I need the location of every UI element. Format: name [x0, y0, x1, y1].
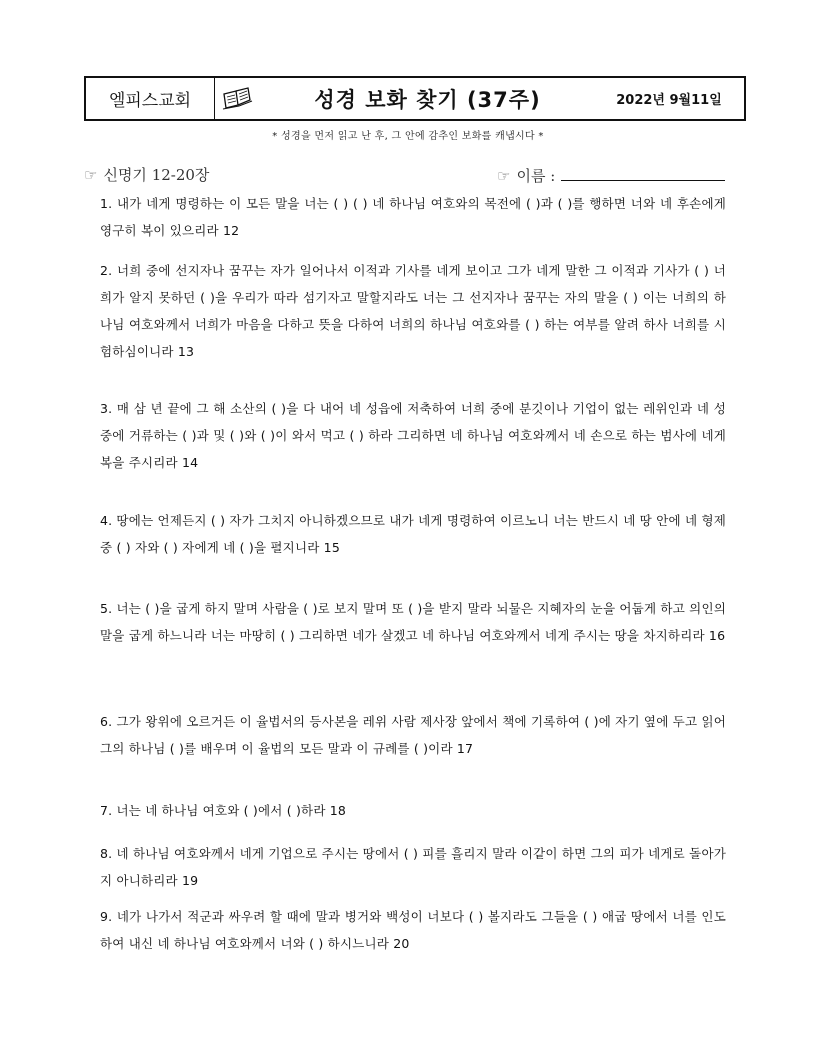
question-1: 1. 내가 네게 명령하는 이 모든 말을 너는 ( ) ( ) 네 하나님 여호와의 목전에 ( )과 ( )를 행하면 너와 네 후손에게 영구히 복이 있으리라 12: [100, 196, 726, 238]
scripture-range-label: 신명기 12-20장: [103, 166, 210, 184]
pointing-hand-icon: ☞: [84, 166, 98, 184]
worksheet-header: [84, 76, 746, 121]
name-blank-line[interactable]: [561, 164, 725, 181]
question-3: 3. 매 삼 년 끝에 그 해 소산의 ( )을 다 내어 네 성읍에 저축하여 너희 중에 분깃이나 기업이 없는 레위인과 네 성중에 거류하는 ( )과 및 ( )와 ( )이 와서 먹고 ( ) 하라 그리하면 네 하나님 여호와께서 네 손으로 하는 범사에 네게 복을 주시리라 14: [100, 401, 726, 470]
question-9: 9. 네가 나가서 적군과 싸우려 할 때에 말과 병거와 백성이 너보다 ( ) 볼지라도 그들을 ( ) 애굽 땅에서 너를 인도하여 내신 네 하나님 여호와께서 너와 ( ) 하시느니라 20: [100, 909, 726, 951]
question-5: 5. 너는 ( )을 굽게 하지 말며 사람을 ( )로 보지 말며 또 ( )을 받지 말라 뇌물은 지혜자의 눈을 어둡게 하고 의인의 말을 굽게 하느니라 너는 마땅히 ( ) 그리하면 네가 살겠고 네 하나님 여호와께서 네게 주시는 땅을 차지하리라 16: [100, 601, 726, 643]
open-book-icon: [215, 78, 261, 119]
question-4: 4. 땅에는 언제든지 ( ) 자가 그치지 아니하겠으므로 내가 네게 명령하여 이르노니 너는 반드시 네 땅 안에 네 형제 중 ( ) 자와 ( ) 자에게 네 ( )을 펼지니라 15: [100, 513, 726, 555]
name-label: 이름 :: [516, 167, 556, 185]
worksheet-date: 2022년 9월11일: [616, 93, 722, 108]
pointing-hand-icon: ☞: [497, 167, 511, 185]
question-8: 8. 네 하나님 여호와께서 네게 기업으로 주시는 땅에서 ( ) 피를 흘리지 말라 이같이 하면 그의 피가 네게로 돌아가지 아니하리라 19: [100, 846, 726, 888]
page-title: 성경 보화 찾기 (37주): [314, 87, 541, 112]
instruction-text: * 성경을 먼저 읽고 난 후, 그 안에 감추인 보화를 캐냅시다 *: [272, 131, 544, 142]
name-field[interactable]: [497, 164, 725, 186]
scripture-range: [84, 164, 209, 185]
question-2: 2. 너희 중에 선지자나 꿈꾸는 자가 일어나서 이적과 기사를 네게 보이고 그가 네게 말한 그 이적과 기사가 ( ) 너희가 알지 못하던 ( )을 우리가 따라 섬기자고 말할지라도 너는 그 선지자나 꿈꾸는 자의 말을 ( ) 이는 너희의 하나님 여호와께서 너희가 마음을 다하고 뜻을 다하여 너희의 하나님 여호와를 ( ) 하는 여부를 알려 하사 너희를 시험하심이니라 13: [100, 263, 726, 359]
question-6: 6. 그가 왕위에 오르거든 이 율법서의 등사본을 레위 사람 제사장 앞에서 책에 기록하여 ( )에 자기 옆에 두고 읽어 그의 하나님 ( )를 배우며 이 율법의 모든 말과 이 규례를 ( )이라 17: [100, 714, 726, 756]
question-7: 7. 너는 네 하나님 여호와 ( )에서 ( )하라 18: [100, 803, 347, 818]
church-name: 엘피스교회: [86, 78, 215, 119]
